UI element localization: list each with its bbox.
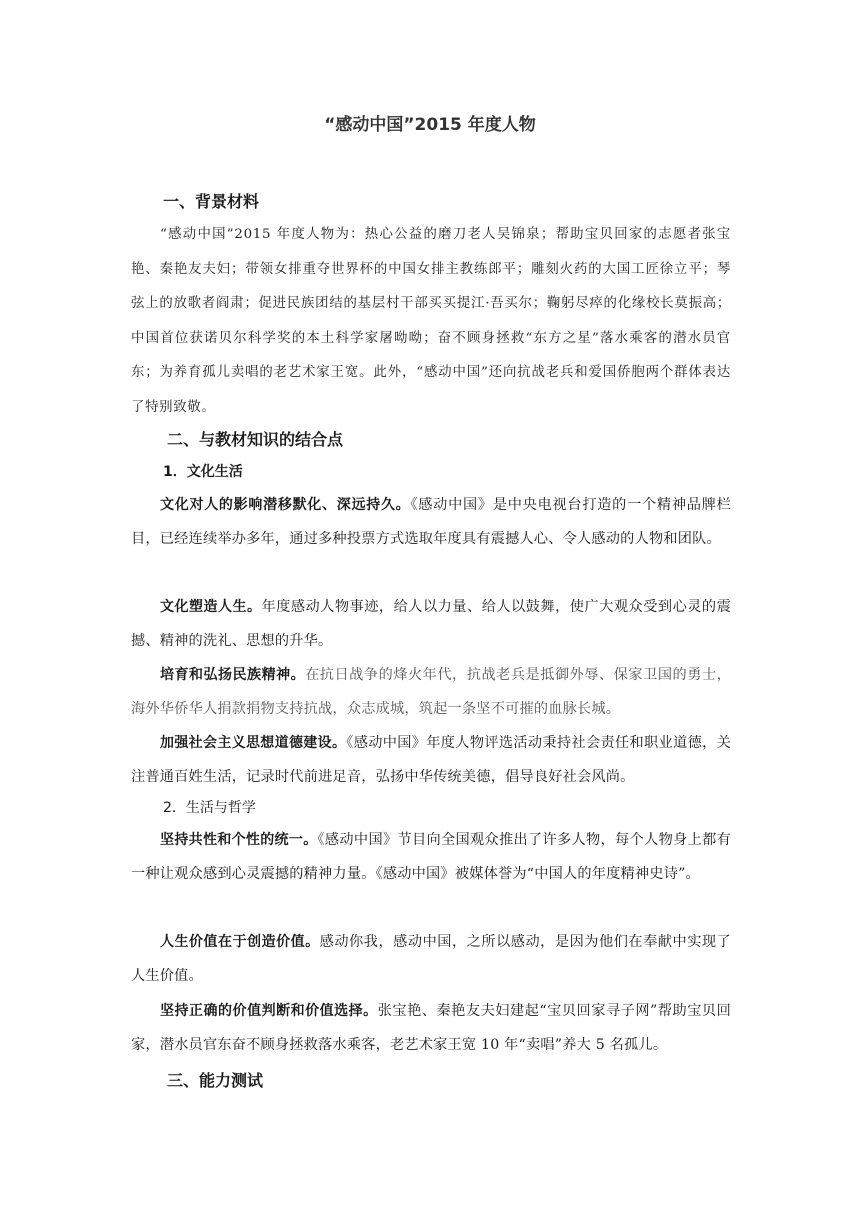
paragraph-lead: 加强社会主义思想道德建设。	[160, 735, 347, 751]
document-title: “感动中国”2015 年度人物	[324, 115, 536, 135]
paragraph-lead: 坚持共性和个性的统一。	[160, 832, 318, 848]
paragraph-body: 感动你我，感动中国，之所以感动，是因为他们在奉献中实现了人生价值。	[131, 934, 731, 984]
paragraph-lead: 文化对人的影响潜移默化、深远持久。	[160, 497, 411, 513]
subheading-philosophy: 2．生活与哲学	[163, 800, 256, 816]
paragraph-lead: 培育和弘扬民族精神。	[160, 667, 306, 683]
section-heading-background: 一、背景材料	[163, 192, 260, 211]
paragraph-culture-influence	[131, 488, 731, 556]
paragraph-moral-construction	[131, 726, 731, 794]
paragraph-lead: 文化塑造人生。	[160, 599, 262, 615]
subheading-culture-life: 1．文化生活	[163, 464, 243, 480]
paragraph-culture-shapes-life	[131, 590, 731, 658]
section-heading-textbook-links: 二、与教材知识的结合点	[167, 430, 344, 449]
paragraph-national-spirit	[131, 658, 731, 726]
paragraph-lead: 人生价值在于创造价值。	[160, 934, 320, 950]
paragraph-body: 《感动中国》是中央电视台打造的一个精神品牌栏目，已经连续举办多年，通过多种投票方式选取年度具有震撼人心、令人感动的人物和团队。	[131, 497, 731, 547]
paragraph-life-value	[131, 925, 731, 993]
paragraph-commonality-individuality	[131, 823, 731, 891]
paragraph-body: 在抗日战争的烽火年代，抗战老兵是抵御外辱、保家卫国的勇士，海外华侨华人捐款捐物支持抗战，众志成城，筑起一条坚不可摧的血脉长城。	[131, 667, 731, 717]
section-heading-ability-test: 三、能力测试	[167, 1071, 264, 1090]
paragraph-body: 张宝艳、秦艳友夫妇建起“宝贝回家寻子网”帮助宝贝回家，潜水员官东奋不顾身拯救落水乘客，老艺术家王宽 10 年“卖唱”养大 5 名孤儿。	[131, 1003, 731, 1053]
paragraph-body: 《感动中国》年度人物评选活动秉持社会责任和职业道德，关注普通百姓生活，记录时代前进足音，弘扬中华传统美德，倡导良好社会风尚。	[131, 735, 731, 785]
paragraph-value-judgment	[131, 994, 731, 1062]
paragraph-lead: 坚持正确的价值判断和价值选择。	[160, 1003, 378, 1019]
background-paragraph: “感动中国”2015 年度人物为：热心公益的磨刀老人吴锦泉；帮助宝贝回家的志愿者张宝艳、秦艳友夫妇；带领女排重夺世界杯的中国女排主教练郎平；雕刻火药的大国工匠徐立平；琴弦上的放歌者阎肃；促进民族团结的基层村干部买买提江·吾买尔；鞠躬尽瘁的化缘校长莫振高；中国首位获诺贝尔科学奖的本土科学家屠呦呦；奋不顾身拯救“东方之星”落水乘客的潜水员官东；为养育孤儿卖唱的老艺术家王宽。此外，“感动中国”还向抗战老兵和爱国侨胞两个群体表达了特别致敬。	[131, 227, 731, 415]
paragraph-body: 年度感动人物事迹，给人以力量、给人以鼓舞，使广大观众受到心灵的震撼、精神的洗礼、思想的升华。	[131, 599, 731, 649]
paragraph-body: 《感动中国》节目向全国观众推出了许多人物，每个人物身上都有一种让观众感到心灵震撼的精神力量。《感动中国》被媒体誉为“中国人的年度精神史诗”。	[131, 832, 731, 882]
